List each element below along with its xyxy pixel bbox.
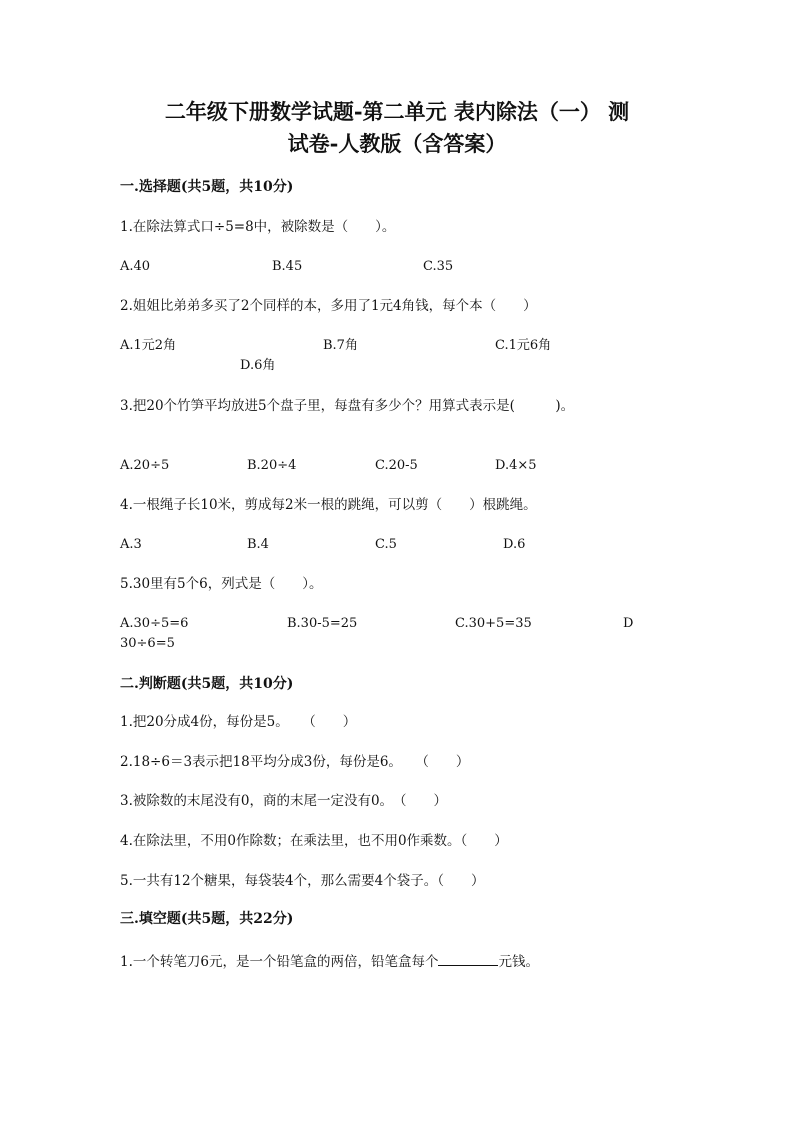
question-2-1: 1.把20分成4份，每份是5。 （ ） — [120, 714, 357, 730]
option-1-5-c: C.30+5=35 — [455, 616, 532, 631]
option-1-4-a: A.3 — [120, 537, 142, 552]
option-1-3-b: B.20÷4 — [247, 458, 297, 473]
question-1-5: 5.30里有5个6，列式是（ ）。 — [120, 576, 323, 592]
option-1-2-a: A.1元2角 — [120, 338, 177, 353]
question-2-3: 3.被除数的末尾没有0，商的末尾一定没有0。 （ ） — [120, 793, 448, 809]
option-1-3-c: C.20-5 — [375, 458, 418, 473]
option-1-4-d: D.6 — [503, 537, 526, 552]
option-1-3-d: D.4×5 — [495, 458, 537, 473]
section-heading-fill-blank: 三.填空题(共5题，共22分) — [120, 911, 294, 927]
option-1-4-c: C.5 — [375, 537, 397, 552]
question-2-5: 5.一共有12个糖果，每袋装4个，那么需要4个袋子。（ ） — [120, 873, 485, 889]
title-line-2: 试卷-人教版（含答案） — [287, 131, 507, 156]
option-1-4-b: B.4 — [247, 537, 269, 552]
question-3-1 — [120, 951, 539, 971]
question-3-1-text: 1.一个转笔刀6元，是一个铅笔盒的两倍，铅笔盒每个 — [120, 954, 439, 970]
section-heading-true-false: 二.判断题(共5题，共10分) — [120, 676, 294, 692]
question-2-2: 2.18÷6＝3表示把18平均分成3份，每份是6。 （ ） — [120, 754, 470, 770]
question-1-3: 3.把20个竹笋平均放进5个盘子里，每盘有多少个？用算式表示是( )。 — [120, 398, 575, 414]
question-2-4: 4.在除法里，不用0作除数；在乘法里，也不用0作乘数。（ ） — [120, 833, 508, 849]
option-1-1-c: C.35 — [423, 259, 454, 274]
document-title — [110, 96, 684, 160]
question-3-1-suffix: 元钱。 — [498, 954, 539, 970]
question-1-4: 4.一根绳子长10米，剪成每2米一根的跳绳，可以剪（ ）根跳绳。 — [120, 497, 537, 513]
option-1-5-d: D — [623, 616, 634, 631]
option-1-1-b: B.45 — [272, 259, 303, 274]
option-1-2-b: B.7角 — [323, 338, 358, 353]
question-1-1: 1.在除法算式口÷5=8中，被除数是（ ）。 — [120, 219, 396, 235]
option-1-5-b: B.30-5=25 — [287, 616, 358, 631]
option-1-2-c: C.1元6角 — [495, 338, 552, 353]
answer-blank[interactable] — [438, 951, 498, 966]
option-1-5-d-text: 30÷6=5 — [120, 636, 175, 651]
option-1-1-a: A.40 — [120, 259, 151, 274]
question-1-2: 2.姐姐比弟弟多买了2个同样的本，多用了1元4角钱，每个本（ ） — [120, 298, 537, 314]
option-1-2-d: D.6角 — [240, 358, 276, 373]
section-heading-multiple-choice: 一.选择题(共5题，共10分) — [120, 179, 294, 195]
option-1-5-a: A.30÷5=6 — [120, 616, 189, 631]
title-line-1: 二年级下册数学试题-第二单元 表内除法（一） 测 — [164, 99, 630, 124]
option-1-3-a: A.20÷5 — [120, 458, 170, 473]
